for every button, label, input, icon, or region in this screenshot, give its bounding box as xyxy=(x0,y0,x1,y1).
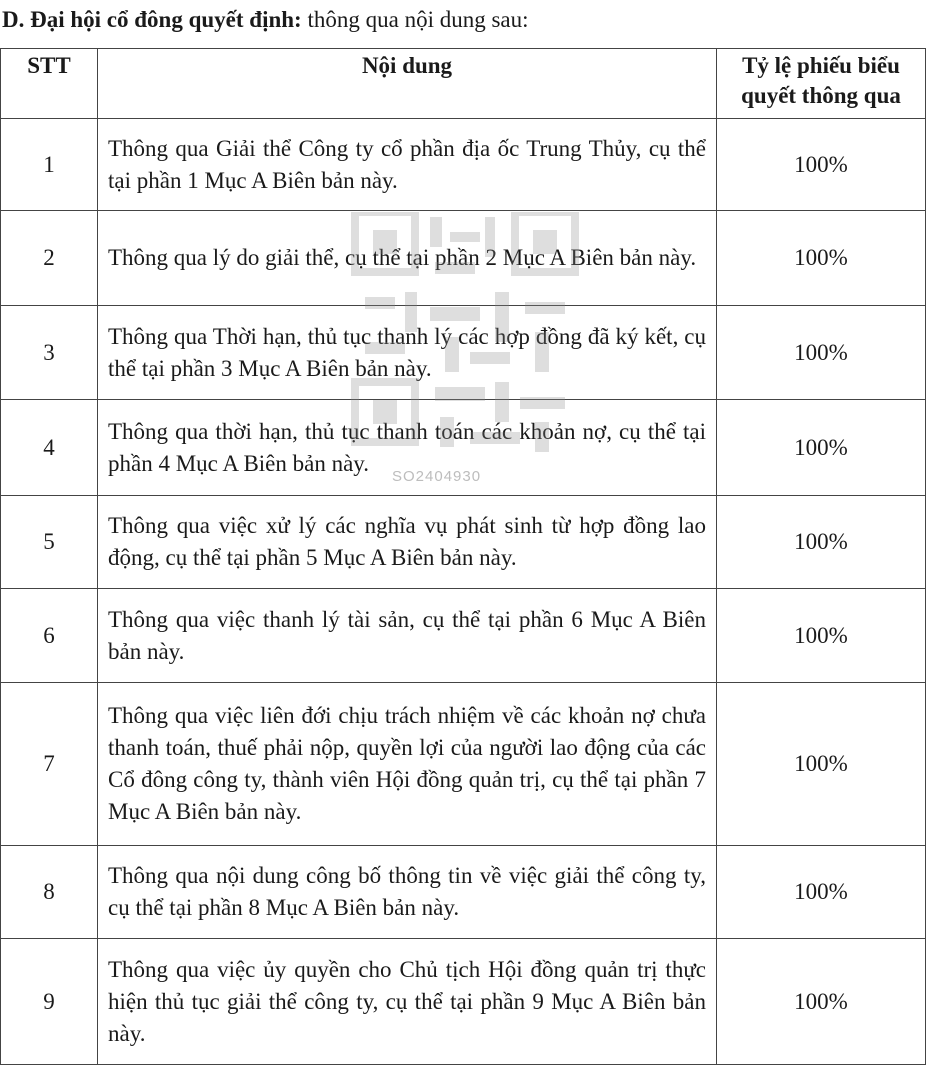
row-number: 9 xyxy=(1,939,98,1065)
row-rate: 100% xyxy=(717,400,926,496)
table-row xyxy=(1,939,926,1065)
table-row xyxy=(1,589,926,683)
row-number: 4 xyxy=(1,400,98,496)
section-heading xyxy=(2,6,529,34)
table-row xyxy=(1,496,926,589)
row-number: 7 xyxy=(1,683,98,846)
row-number: 6 xyxy=(1,589,98,683)
section-heading-label: D. Đại hội cổ đông quyết định: xyxy=(2,7,302,32)
row-rate: 100% xyxy=(717,939,926,1065)
row-rate: 100% xyxy=(717,119,926,211)
table-header-row xyxy=(1,49,926,119)
column-header-rate: Tỷ lệ phiếu biểu quyết thông qua xyxy=(717,49,926,119)
row-content: Thông qua Giải thể Công ty cổ phần địa ốc Trung Thủy, cụ thể tại phần 1 Mục A Biên bản này. xyxy=(98,119,717,211)
row-rate: 100% xyxy=(717,589,926,683)
table-row xyxy=(1,306,926,400)
resolutions-table xyxy=(0,48,926,1065)
row-rate: 100% xyxy=(717,846,926,939)
row-content: Thông qua lý do giải thể, cụ thể tại phần 2 Mục A Biên bản này. xyxy=(98,211,717,306)
row-number: 5 xyxy=(1,496,98,589)
table-row xyxy=(1,211,926,306)
column-header-content: Nội dung xyxy=(98,49,717,119)
row-number: 3 xyxy=(1,306,98,400)
row-number: 1 xyxy=(1,119,98,211)
row-number: 2 xyxy=(1,211,98,306)
row-content: Thông qua Thời hạn, thủ tục thanh lý các hợp đồng đã ký kết, cụ thể tại phần 3 Mục A Biên bản này. xyxy=(98,306,717,400)
table-row xyxy=(1,683,926,846)
row-number: 8 xyxy=(1,846,98,939)
row-rate: 100% xyxy=(717,211,926,306)
watermark-code: SO2404930 xyxy=(392,468,482,485)
row-content: Thông qua việc ủy quyền cho Chủ tịch Hội đồng quản trị thực hiện thủ tục giải thể công ty, cụ thể tại phần 9 Mục A Biên bản này. xyxy=(98,939,717,1065)
column-header-stt: STT xyxy=(1,49,98,119)
row-rate: 100% xyxy=(717,683,926,846)
row-content: Thông qua nội dung công bố thông tin về việc giải thể công ty, cụ thể tại phần 8 Mục A Biên bản này. xyxy=(98,846,717,939)
row-rate: 100% xyxy=(717,306,926,400)
row-rate: 100% xyxy=(717,496,926,589)
section-heading-text: thông qua nội dung sau: xyxy=(301,7,529,32)
table-row xyxy=(1,846,926,939)
row-content: Thông qua việc thanh lý tài sản, cụ thể tại phần 6 Mục A Biên bản này. xyxy=(98,589,717,683)
table-row xyxy=(1,119,926,211)
row-content: Thông qua việc liên đới chịu trách nhiệm về các khoản nợ chưa thanh toán, thuế phải nộp, quyền lợi của người lao động của các Cổ đông công ty, thành viên Hội đồng quản trị, cụ thể tại phần 7 Mục A Biên bản này. xyxy=(98,683,717,846)
row-content: Thông qua thời hạn, thủ tục thanh toán các khoản nợ, cụ thể tại phần 4 Mục A Biên bản này. xyxy=(98,400,717,496)
row-content: Thông qua việc xử lý các nghĩa vụ phát sinh từ hợp đồng lao động, cụ thể tại phần 5 Mục A Biên bản này. xyxy=(98,496,717,589)
